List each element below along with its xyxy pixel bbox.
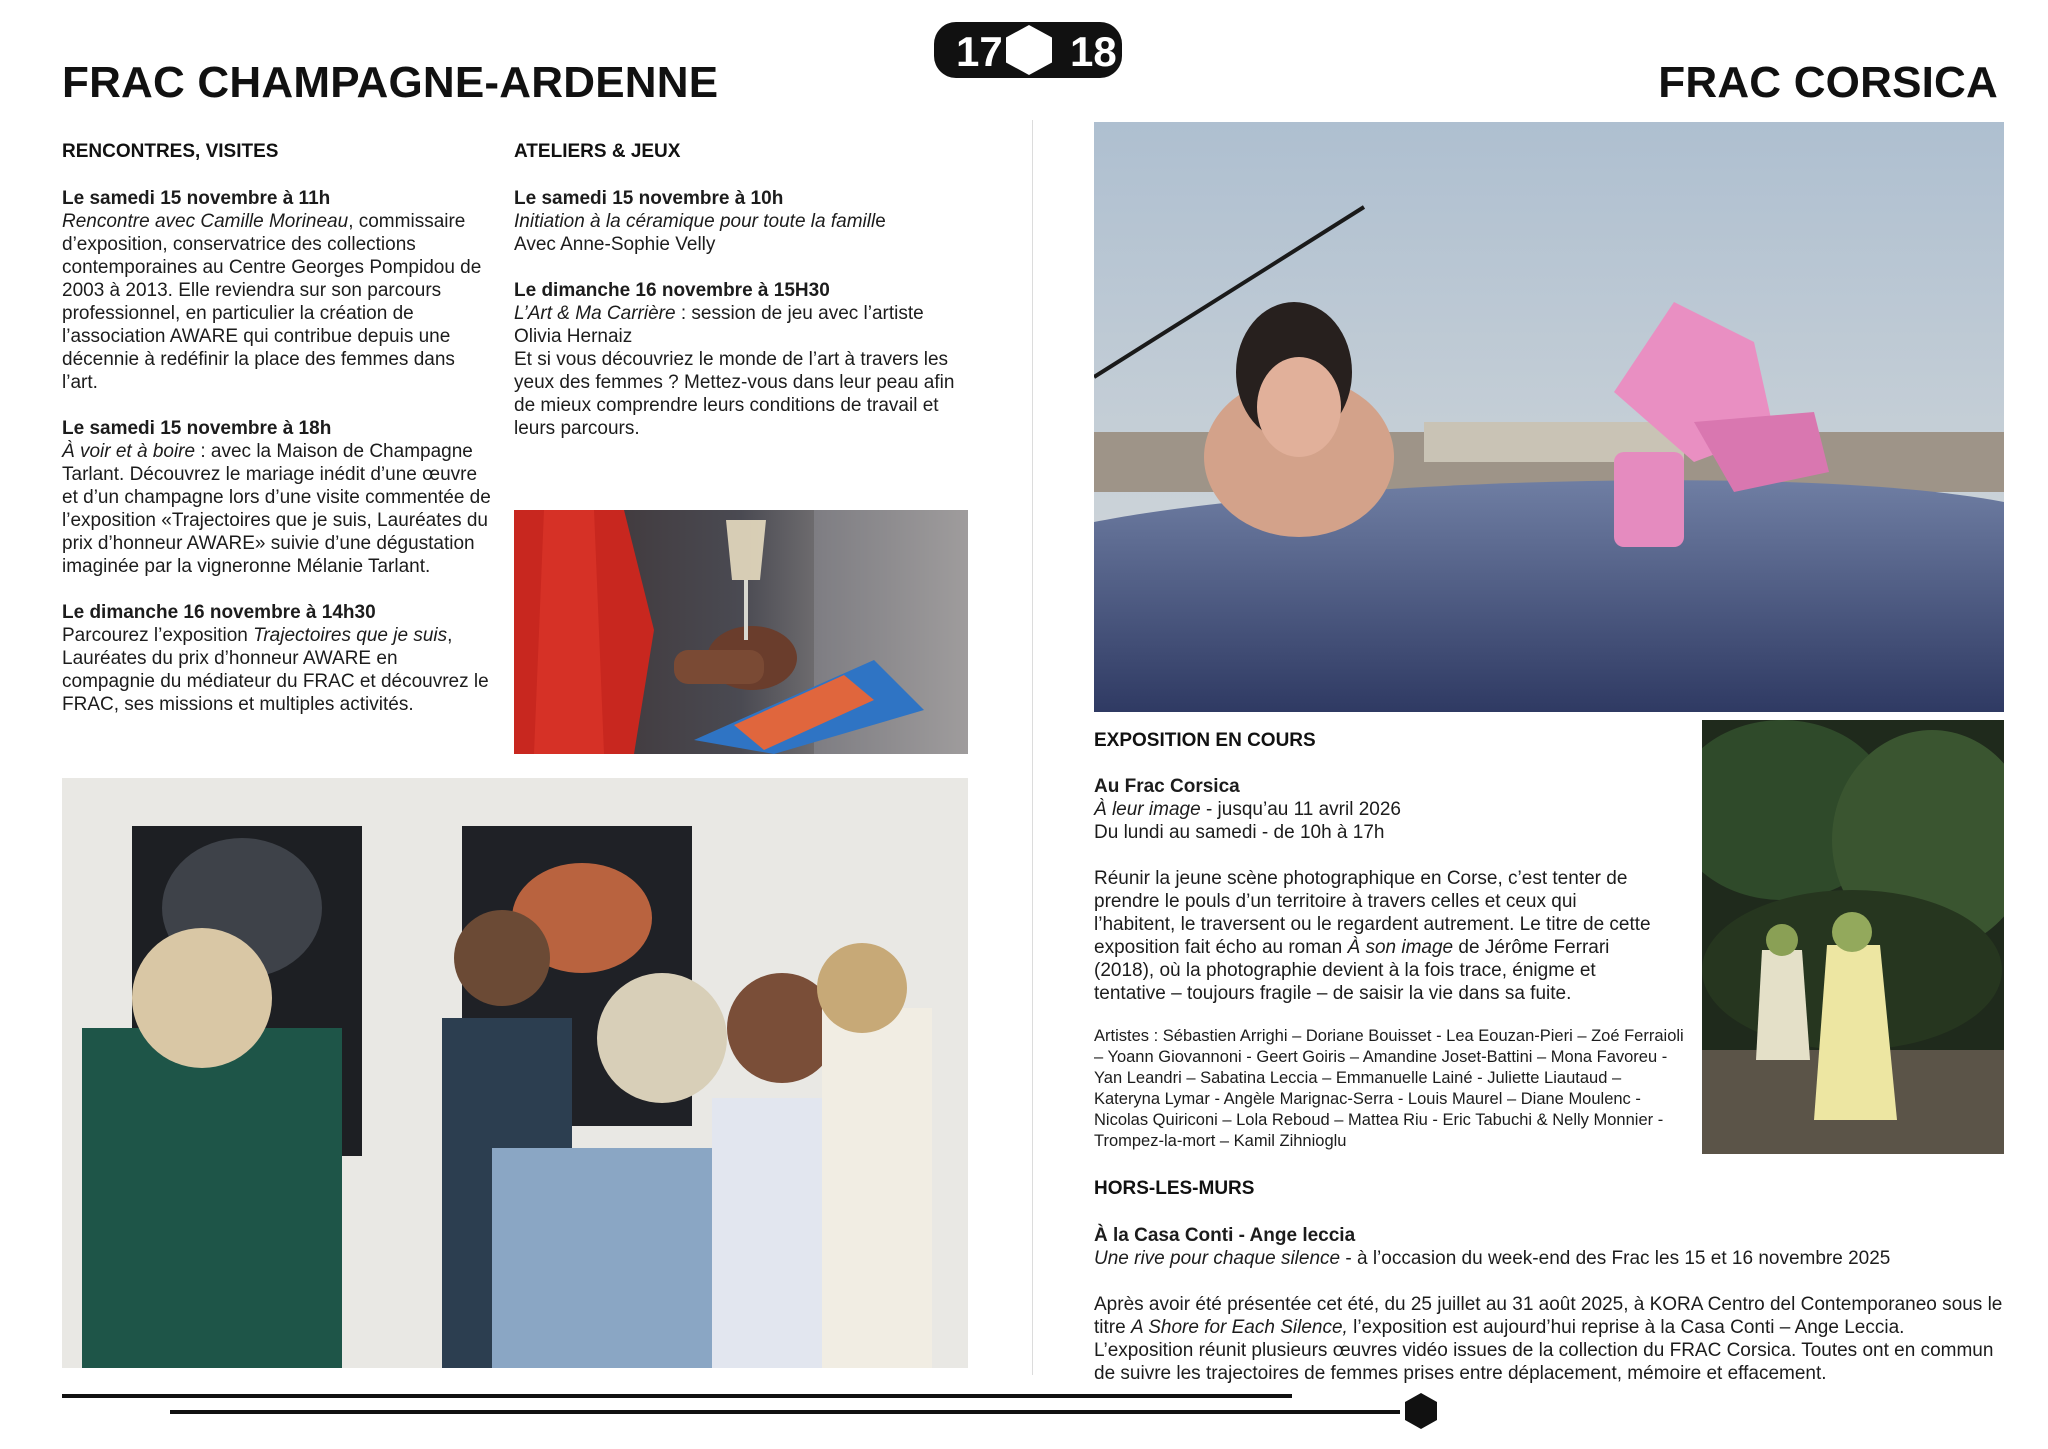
event-voir-boire [62,417,494,578]
hors-venue: À la Casa Conti - Ange leccia [1094,1225,1356,1246]
center-divider [1032,120,1033,1375]
event-date: Le dimanche 16 novembre à 15H30 [514,280,830,301]
event-parcours [62,601,494,716]
event-art-carriere [514,279,970,440]
photo-champagne-flyer [514,510,968,754]
event-title: À voir et à boire [62,441,196,462]
hors-desc-title: A Shore for Each Silence, [1130,1317,1348,1338]
event-body: Avec Anne-Sophie Velly [514,234,716,255]
event-date: Le samedi 15 novembre à 18h [62,418,332,439]
page-number-left: 17 [956,28,1003,75]
expo-description: Réunir la jeune scène photographique en Corse, c’est tenter de prendre le pouls d’un territoire à travers celles et ceux qui l’habitent, le traversent ou le regardent autrement. Le titre de cette exposition fait écho au roman À son image de Jérôme Ferrari (2018), où la photographie devient à la fois trace, énigme et tentative – toujours fragile – de saisir la vie dans sa fuite. [1094,868,1651,1004]
footer-rule-upper [62,1394,1292,1398]
expo-desc-title: À son image [1347,937,1454,958]
expo-details [1094,775,1654,844]
section-heading-ateliers: ATELIERS & JEUX [514,141,681,162]
hors-details [1094,1224,2006,1270]
event-title: Initiation à la céramique pour toute la famill [514,211,876,232]
section-heading-rencontres: RENCONTRES, VISITES [62,141,279,162]
hors-les-murs-info [1094,1224,2006,1408]
page-title-left: FRAC CHAMPAGNE-ARDENNE [62,58,719,107]
event-title-tail: e [875,211,886,232]
event-ceramique [514,187,970,256]
expo-info [1094,775,1654,1028]
expo-dates: - jusqu’au 11 avril 2026 [1200,799,1401,820]
event-title: L’Art & Ma Carrière [514,303,676,324]
hexagon-icon [1004,24,1054,76]
section-heading-exposition: EXPOSITION EN COURS [1094,730,1316,751]
footer-rule-lower [170,1410,1400,1414]
column-rencontres [62,187,494,739]
hors-title: Une rive pour chaque silence [1094,1248,1341,1269]
hexagon-icon [1404,1392,1438,1430]
hors-title-rest: - à l’occasion du week-end des Frac les 15 et 16 novembre 2025 [1340,1248,1891,1269]
photo-forest-figures [1702,720,2004,1154]
page-number-right: 18 [1070,28,1117,75]
event-body: , Lauréates du prix d’honneur AWARE en compagnie du médiateur du FRAC et découvrez le FRAC, ses missions et multiples activités. [62,625,489,715]
event-body-more: Et si vous découvriez le monde de l’art à travers les yeux des femmes ? Mettez-vous dans leur peau afin de mieux comprendre leurs conditions de travail et leurs parcours. [514,349,955,439]
event-body: : session de jeu avec l’artiste Olivia Hernaiz [514,303,924,347]
event-pre: Parcourez l’exposition [62,625,254,646]
page-number-badge [934,22,1122,78]
column-ateliers [514,187,970,463]
page-title-right: FRAC CORSICA [1658,58,1998,107]
expo-hours: Du lundi au samedi - de 10h à 17h [1094,822,1385,843]
section-heading-hors-les-murs: HORS-LES-MURS [1094,1178,1255,1199]
event-date: Le samedi 15 novembre à 10h [514,188,784,209]
hors-description: Après avoir été présentée cet été, du 25 juillet au 31 août 2025, à KORA Centro del Contemporaneo sous le titre A Shore for Each Silence, l’exposition est aujourd’hui reprise à la Casa Conti – Ange Leccia. L’exposition réunit plusieurs œuvres vidéo issues de la collection du FRAC Corsica. Toutes ont en commun de suivre les trajectoires de femmes prises entre déplacement, mémoire et effacement. [1094,1294,2003,1384]
expo-artists: Artistes : Sébastien Arrighi – Doriane Bouisset - Lea Eouzan-Pieri – Zoé Ferraioli – Yoann Giovannoni - Geert Goiris – Amandine Joset-Battini – Mona Favoreu - Yan Leandri – Sabatina Leccia – Emmanuelle Lainé - Juliette Liautaud – Kateryna Lymar - Angèle Marignac-Serra - Louis Maurel – Diane Moulenc - Nicolas Quiriconi – Lola Reboud – Mattea Riu - Eric Tabuchi & Nelly Monnier - Trompez-la-mort – Kamil Zihnioglu [1094,1027,1684,1150]
event-rencontre [62,187,494,394]
event-title: Rencontre avec Camille Morineau [62,211,349,232]
photo-pink-shoes [1094,122,2004,712]
event-date: Le dimanche 16 novembre à 14h30 [62,602,376,623]
event-body: : avec la Maison de Champagne Tarlant. Découvrez le mariage inédit d’une œuvre et d’un champagne lors d’une visite commentée de l’exposition «Trajectoires que je suis, Lauréates du prix d’honneur AWARE» suivie d’une dégustation imaginée par la vigneronne Mélanie Tarlant. [62,441,491,577]
event-date: Le samedi 15 novembre à 11h [62,188,331,209]
event-body: , commissaire d’exposition, conservatrice des collections contemporaines au Centre Georges Pompidou de 2003 à 2013. Elle reviendra sur son parcours professionnel, en particulier la création de l’association AWARE qui contribue depuis une décennie à redéfinir la place des femmes dans l’art. [62,211,482,393]
event-title: Trajectoires que je suis [253,625,448,646]
photo-gallery-visit [62,778,968,1368]
expo-title: À leur image [1094,799,1201,820]
expo-venue: Au Frac Corsica [1094,776,1240,797]
